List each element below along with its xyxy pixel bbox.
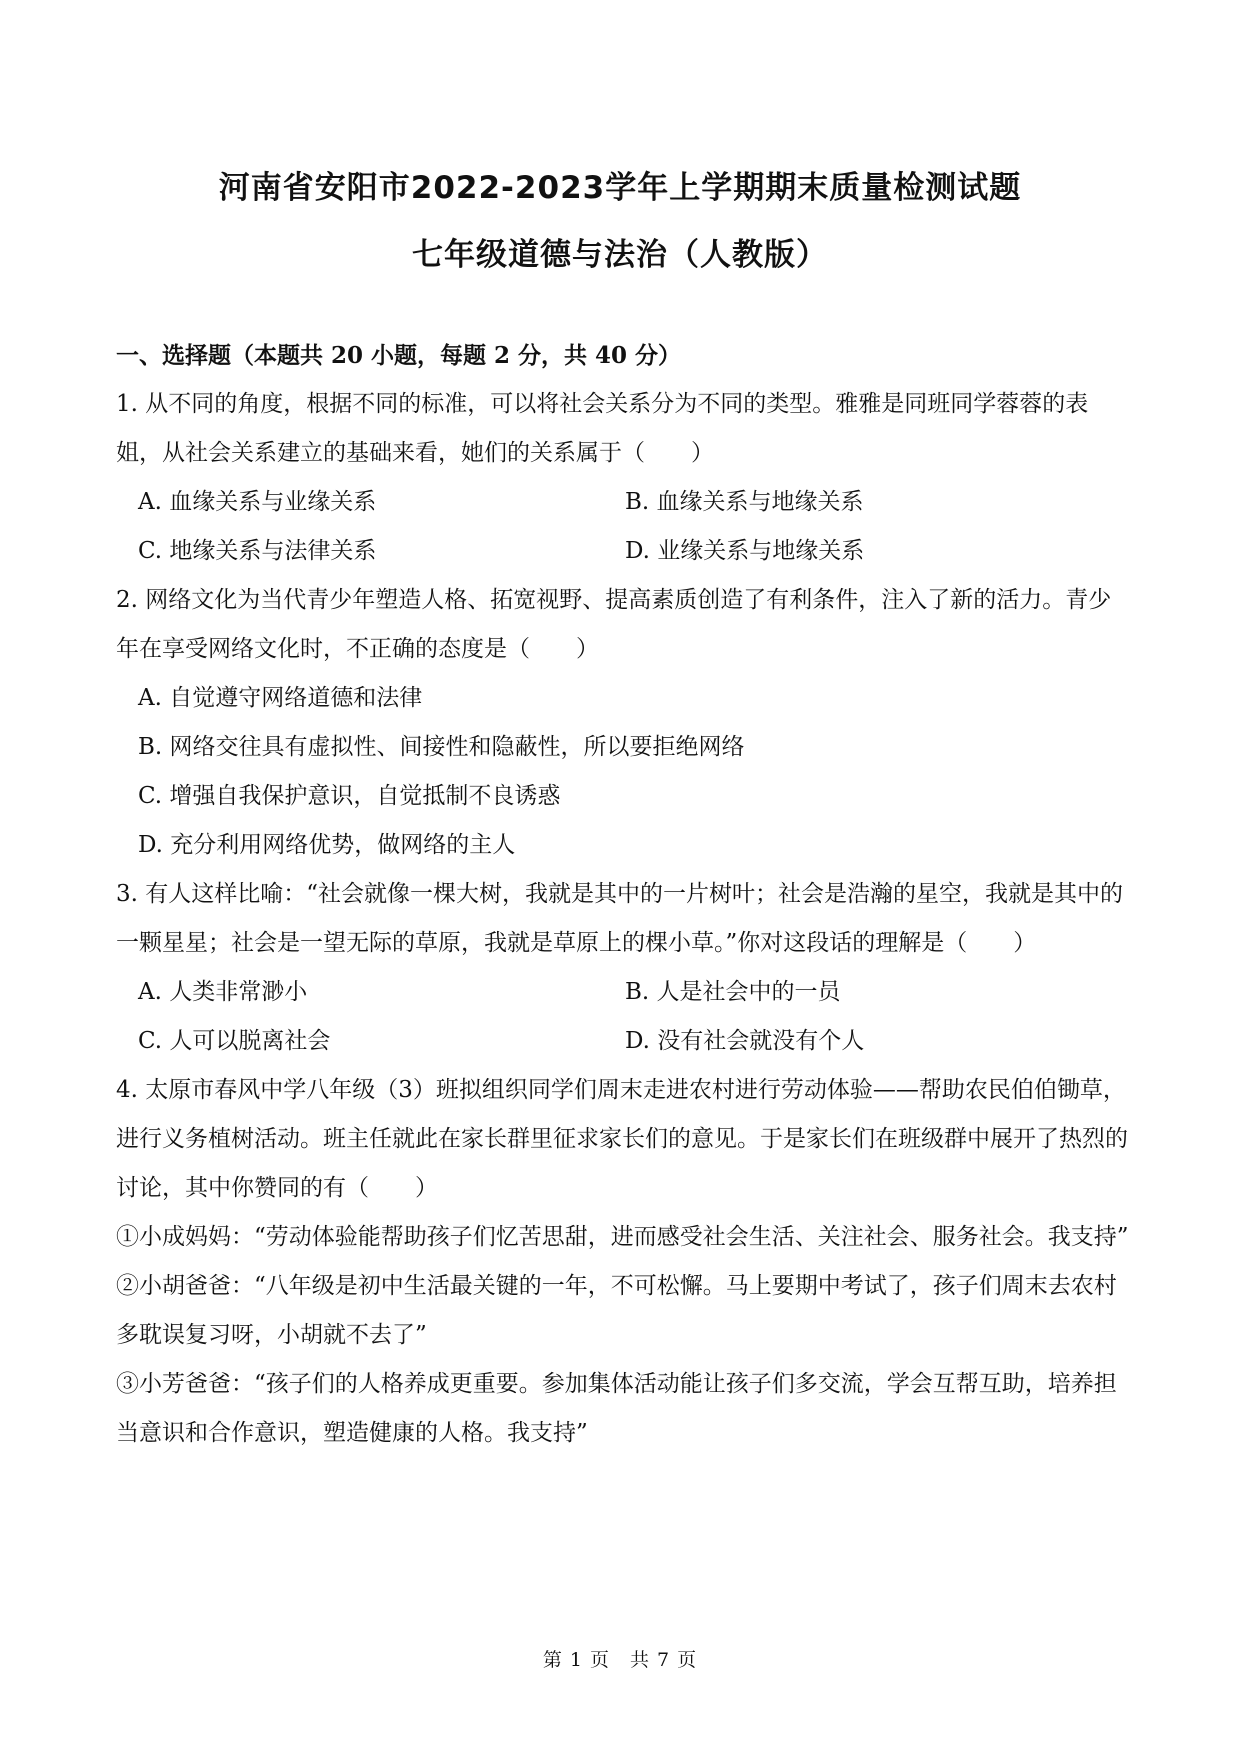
question-1-option-d: D. 业缘关系与地缘关系 [625,538,865,564]
question-3-stem: 3. 有人这样比喻：“社会就像一棵大树，我就是其中的一片树叶；社会是浩瀚的星空，我就是其中的一颗星星；社会是一望无际的草原，我就是草原上的棵小草。”你对这段话的理解是（ ） [116,881,1124,956]
question-4-statement-3: ③小芳爸爸：“孩子们的人格养成更重要。参加集体活动能让孩子们多交流，学会互帮互助，培养担当意识和合作意识，塑造健康的人格。我支持” [116,1371,1117,1446]
question-3-option-a: A. 人类非常渺小 [138,979,308,1005]
page-footer: 第 1 页 共 7 页 [542,1649,698,1671]
question-1-stem: 1. 从不同的角度，根据不同的标准，可以将社会关系分为不同的类型。雅雅是同班同学蓉蓉的表姐，从社会关系建立的基础来看，她们的关系属于（ ） [116,391,1089,466]
question-2-option-d: D. 充分利用网络优势，做网络的主人 [138,832,516,858]
question-1-option-c: C. 地缘关系与法律关系 [138,538,377,564]
section-heading: 一、选择题（本题共 20 小题，每题 2 分，共 40 分） [116,342,682,369]
question-3-option-b: B. 人是社会中的一员 [625,979,841,1005]
exam-content [116,331,1132,1458]
exam-title: 河南省安阳市2022-2023学年上学期期末质量检测试题 [218,170,1022,206]
question-2-options [116,674,1132,870]
question-1-option-b: B. 血缘关系与地缘关系 [625,489,864,515]
question-1-options [116,478,1132,576]
question-2-option-b: B. 网络交往具有虚拟性、间接性和隐蔽性，所以要拒绝网络 [138,734,745,760]
question-2-option-a: A. 自觉遵守网络道德和法律 [138,685,423,711]
question-4-statement-2: ②小胡爸爸：“八年级是初中生活最关键的一年，不可松懈。马上要期中考试了，孩子们周末去农村多耽误复习呀，小胡就不去了” [116,1273,1117,1348]
question-3-option-c: C. 人可以脱离社会 [138,1028,331,1054]
question-3-options [116,968,1132,1066]
question-3-option-d: D. 没有社会就没有个人 [625,1028,865,1054]
question-2-stem: 2. 网络文化为当代青少年塑造人格、拓宽视野、提高素质创造了有利条件，注入了新的活力。青少年在享受网络文化时，不正确的态度是（ ） [116,587,1112,662]
exam-subtitle: 七年级道德与法治（人教版） [412,237,828,273]
question-1-option-a: A. 血缘关系与业缘关系 [138,489,377,515]
question-4-statement-1: ①小成妈妈：“劳动体验能帮助孩子们忆苦思甜，进而感受社会生活、关注社会、服务社会。我支持” [116,1224,1129,1250]
question-2-option-c: C. 增强自我保护意识，自觉抵制不良诱惑 [138,783,561,809]
question-4-stem: 4. 太原市春风中学八年级（3）班拟组织同学们周末走进农村进行劳动体验——帮助农民伯伯锄草，进行义务植树活动。班主任就此在家长群里征求家长们的意见。于是家长们在班级群中展开了热烈的讨论，其中你赞同的有（ ） [116,1077,1128,1201]
